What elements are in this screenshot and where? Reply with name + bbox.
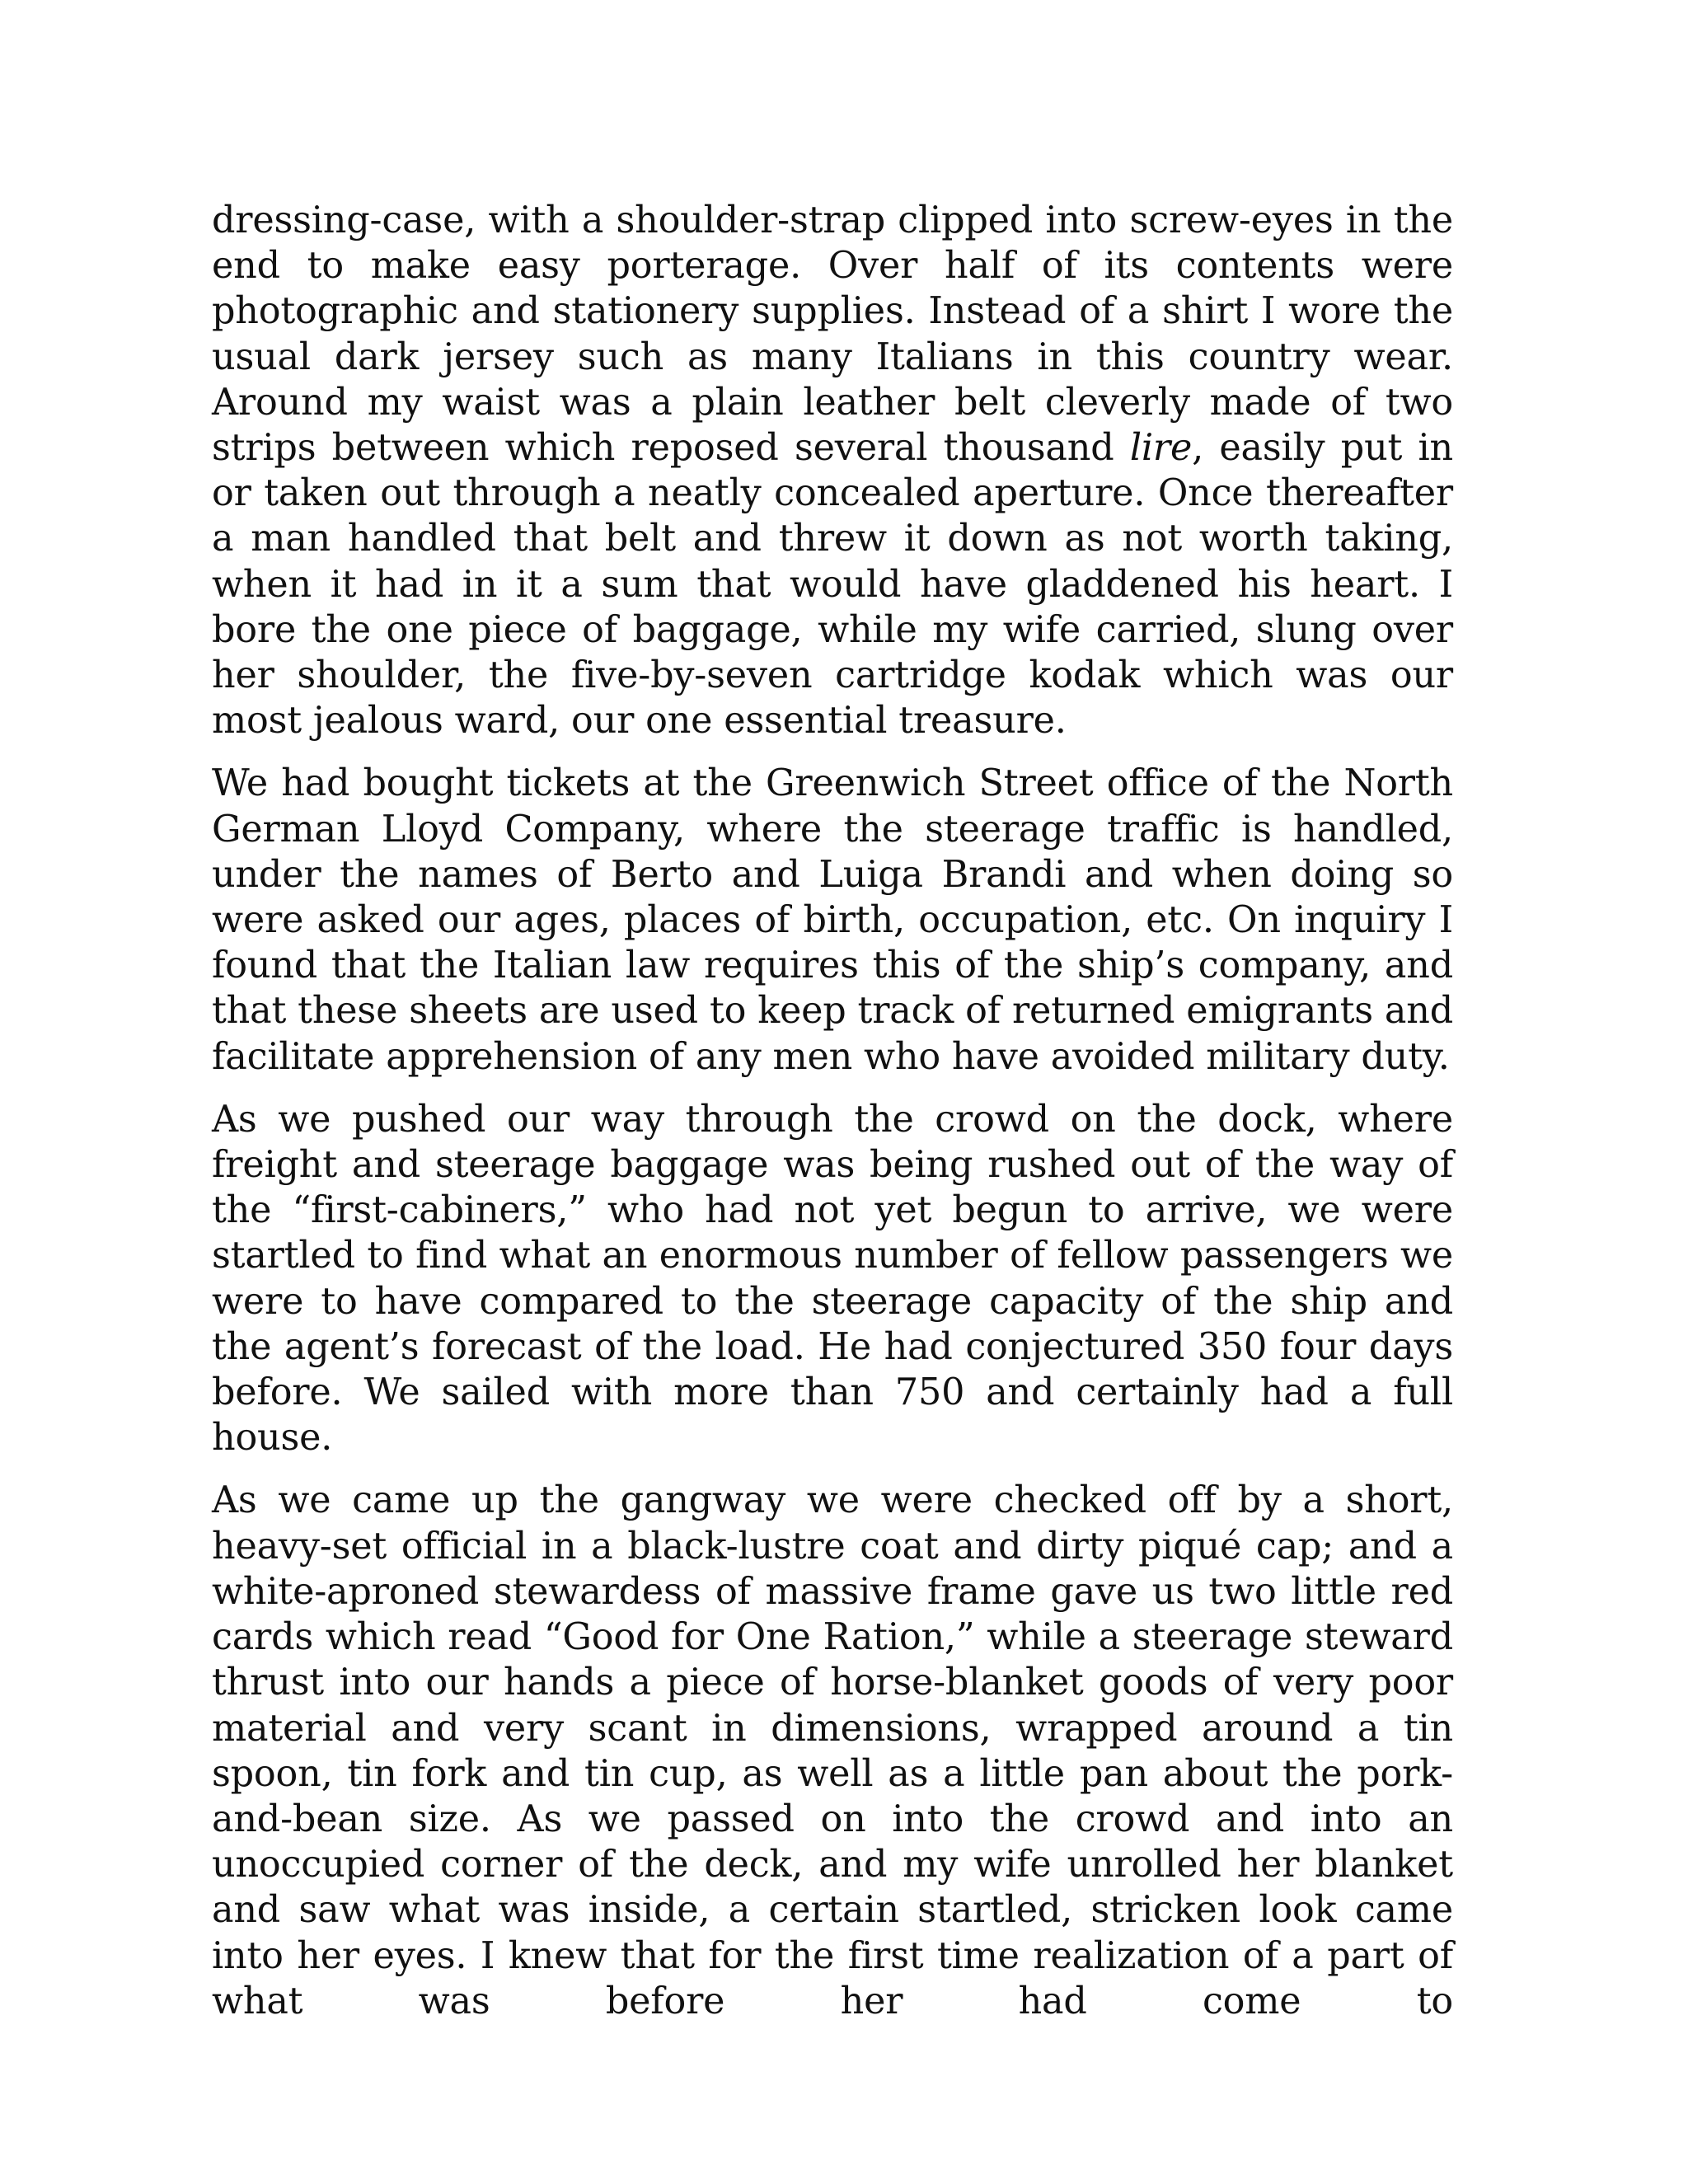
paragraph-1-text-a: dressing-case, with a shoulder-strap clipped into screw-eyes in the end to make easy porterage. Over half of its contents were photographic and stationery supplies. Instead of a shirt I wore the usual dark jersey such as many Italians in this country wear. Around my waist was a plain leather belt cleverly made of two strips between which reposed several thousand <box>212 199 1453 470</box>
page-text <box>212 198 1453 2024</box>
paragraph-4: As we came up the gangway we were checked off by a short, heavy-set official in a black-lustre coat and dirty piqué cap; and a white-aproned stewardess of massive frame gave us two little red cards which read “Good for One Ration,” while a steerage steward thrust into our hands a piece of horse-blanket goods of very poor material and very scant in dimensions, wrapped around a tin spoon, tin fork and tin cup, as well as a little pan about the pork-and-bean size. As we passed on into the crowd and into an unoccupied corner of the deck, and my wife unrolled her blanket and saw what was inside, a certain startled, stricken look came into her eyes. I knew that for the first time realization of a part of what was before her had come to <box>212 1479 1453 2022</box>
paragraph-3: As we pushed our way through the crowd on the dock, where freight and steerage baggage was being rushed out of the way of the “first-cabiners,” who had not yet begun to arrive, we were startled to find what an enormous number of fellow passengers we were to have compared to the steerage capacity of the ship and the agent’s forecast of the load. He had conjectured 350 four days before. We sailed with more than 750 and certainly had a full house. <box>212 1098 1453 1460</box>
paragraph-1-italic-lire: lire <box>1129 427 1193 470</box>
paragraph-2: We had bought tickets at the Greenwich Street office of the North German Lloyd Company, where the steerage traffic is handled, under the names of Berto and Luiga Brandi and when doing so were asked our ages, places of birth, occupation, etc. On inquiry I found that the Italian law requires this of the ship’s company, and that these sheets are used to keep track of returned emigrants and facilitate apprehension of any men who have avoided military duty. <box>212 762 1453 1078</box>
paragraph-1-text-b: , easily put in or taken out through a neatly concealed aperture. Once thereafter a man handled that belt and threw it down as not worth taking, when it had in it a sum that would have gladdened his heart. I bore the one piece of baggage, while my wife carried, slung over her shoulder, the five-by-seven cartridge kodak which was our most jealous ward, our one essential treasure. <box>212 427 1454 743</box>
paragraph-1 <box>212 198 1453 743</box>
